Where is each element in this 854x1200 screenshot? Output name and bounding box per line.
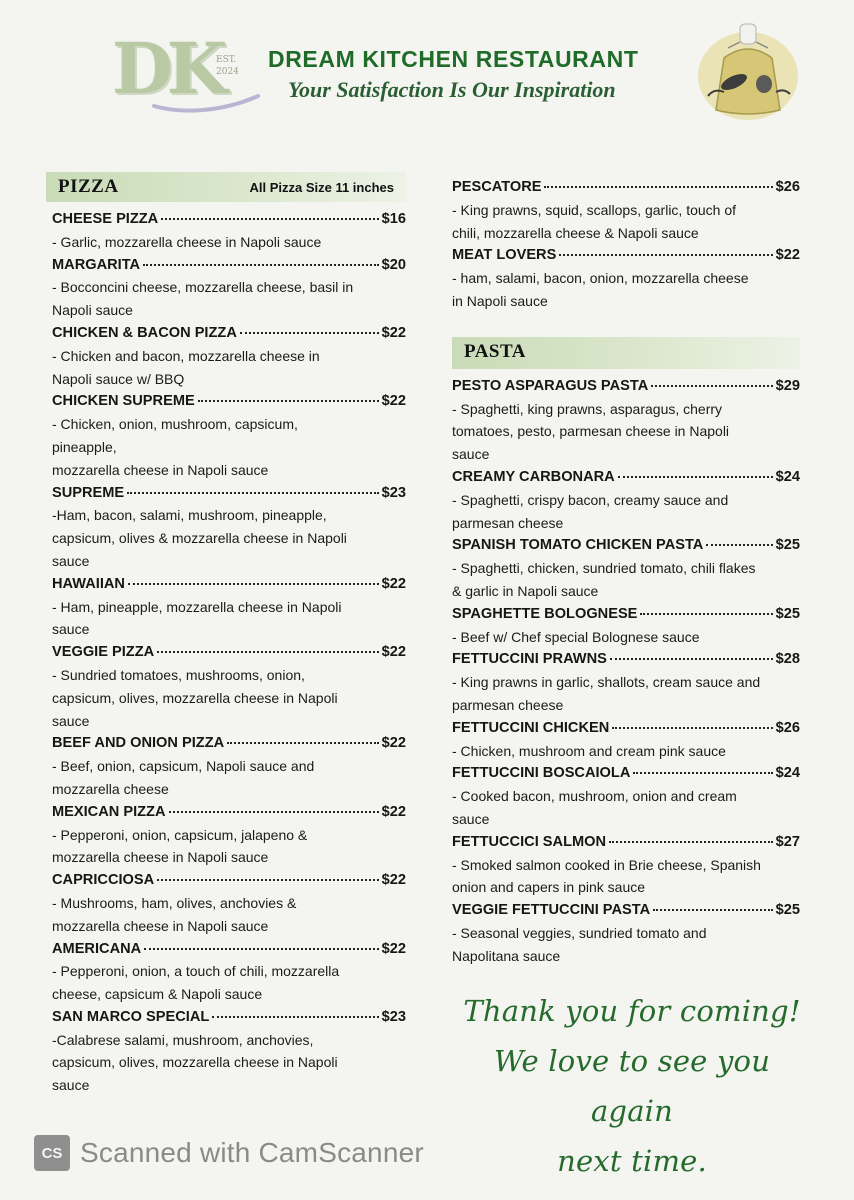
logo-swoosh-icon (152, 92, 260, 114)
menu-item-row (46, 482, 406, 505)
menu-item-row (452, 762, 800, 785)
menu-item-row (46, 322, 406, 345)
pizza-size-note: All Pizza Size 11 inches (249, 180, 394, 195)
menu-item-description: mozzarella cheese (52, 780, 169, 797)
menu-item-description: - Mushrooms, ham, olives, anchovies & (52, 894, 297, 911)
menu-item-row (46, 732, 406, 755)
menu-item-name: BEEF AND ONION PIZZA (52, 735, 225, 752)
dot-leader (212, 1016, 378, 1018)
menu-item-description: sauce (52, 1077, 90, 1094)
menu-item-price: $23 (381, 1008, 406, 1025)
menu-item-price: $22 (381, 803, 406, 820)
menu-item-row (46, 1006, 406, 1029)
closing-line-2: We love to see you again (493, 1044, 771, 1128)
menu-item-name: CHICKEN SUPREME (52, 393, 195, 410)
menu-item-description: - Cooked bacon, mushroom, onion and cream (452, 788, 737, 805)
menu-item-description: - Chicken, mushroom and cream pink sauce (452, 742, 726, 759)
menu-item-price: $22 (381, 735, 406, 752)
menu-item-price: $22 (381, 644, 406, 661)
restaurant-logo (112, 26, 262, 116)
dot-leader (161, 218, 378, 220)
menu-item-price: $20 (381, 256, 406, 273)
menu-item-description: - Beef w/ Chef special Bolognese sauce (452, 628, 700, 645)
menu-item-price: $22 (381, 575, 406, 592)
menu-item-description: onion and capers in pink sauce (452, 879, 646, 896)
camscanner-logo-icon: CS (34, 1135, 70, 1171)
pizza-continued-list (452, 176, 800, 313)
menu-item (46, 573, 406, 641)
menu-item-price: $24 (775, 468, 800, 485)
menu-item (46, 1006, 406, 1097)
menu-item-name: CAPRICCIOSA (52, 872, 155, 889)
camscanner-watermark (34, 1133, 424, 1173)
menu-item (452, 375, 800, 466)
menu-item-description: capsicum, olives, mozzarella cheese in Napoli (52, 1054, 338, 1071)
menu-item (46, 938, 406, 1006)
dot-leader (157, 879, 378, 881)
menu-item-name: SPANISH TOMATO CHICKEN PASTA (452, 537, 704, 554)
menu-item-row (46, 869, 406, 892)
menu-item-description: - Chicken and bacon, mozzarella cheese in (52, 347, 320, 364)
menu-item-description: -Calabrese salami, mushroom, anchovies, (52, 1031, 314, 1048)
dot-leader (169, 811, 379, 813)
menu-item-description: mozzarella cheese in Napoli sauce (52, 849, 269, 866)
menu-item-row (46, 938, 406, 961)
menu-item-description: - ham, salami, bacon, onion, mozzarella cheese (452, 270, 749, 287)
pizza-item-list (46, 208, 406, 1097)
menu-item-description: mozzarella cheese in Napoli sauce (52, 461, 269, 478)
pasta-item-list (452, 375, 800, 968)
menu-item-description: pineapple, (52, 438, 117, 455)
menu-item-description: capsicum, olives & mozzarella cheese in Napoli (52, 530, 347, 547)
menu-item-price: $22 (381, 324, 406, 341)
dot-leader (143, 264, 379, 266)
pasta-section-title: PASTA (464, 340, 526, 362)
menu-item-name: MEXICAN PIZZA (52, 803, 166, 820)
dot-leader (227, 742, 378, 744)
menu-item-description: Napoli sauce w/ BBQ (52, 370, 185, 387)
menu-item-description: tomatoes, pesto, parmesan cheese in Napoli (452, 423, 730, 440)
menu-item-name: CREAMY CARBONARA (452, 468, 615, 485)
menu-item-description: - Bocconcini cheese, mozzarella cheese, basil in (52, 279, 354, 296)
menu-item-description: mozzarella cheese in Napoli sauce (52, 917, 269, 934)
menu-item-name: FETTUCCINI CHICKEN (452, 719, 610, 736)
menu-item (452, 603, 800, 649)
menu-item-row (452, 603, 800, 626)
menu-item-name: SPAGHETTE BOLOGNESE (452, 605, 638, 622)
menu-item (452, 244, 800, 312)
dot-leader (544, 186, 772, 188)
menu-item-description: - Ham, pineapple, mozzarella cheese in Napoli (52, 598, 342, 615)
menu-item (46, 208, 406, 254)
menu-item-description: capsicum, olives, mozzarella cheese in Napoli (52, 689, 338, 706)
menu-item (46, 732, 406, 800)
menu-item-description: parmesan cheese (452, 514, 564, 531)
menu-item-description: - Spaghetti, crispy bacon, creamy sauce and (452, 491, 729, 508)
menu-item-row (452, 831, 800, 854)
menu-item-description: Napolitana sauce (452, 947, 561, 964)
menu-item-row (452, 244, 800, 267)
menu-item (452, 534, 800, 602)
menu-item-row (452, 375, 800, 398)
menu-item (452, 831, 800, 899)
menu-item-description: - King prawns in garlic, shallots, cream sauce and (452, 674, 761, 691)
dot-leader (610, 658, 773, 660)
menu-item-description: sauce (52, 621, 90, 638)
menu-item-description: Napoli sauce (52, 302, 133, 319)
menu-item (452, 176, 800, 244)
logo-monogram: DK (112, 27, 222, 110)
menu-item-row (452, 648, 800, 671)
closing-message (462, 986, 802, 1186)
dot-leader (198, 400, 379, 402)
menu-item (452, 466, 800, 534)
menu-item-name: PESTO ASPARAGUS PASTA (452, 377, 649, 394)
menu-item-price: $26 (775, 719, 800, 736)
menu-item-row (46, 573, 406, 596)
menu-item (46, 641, 406, 732)
menu-item-price: $27 (775, 833, 800, 850)
menu-item-row (46, 208, 406, 231)
right-column (452, 176, 800, 968)
menu-item-row (46, 641, 406, 664)
menu-item-description: - Pepperoni, onion, capsicum, jalapeno & (52, 826, 308, 843)
menu-item-name: CHICKEN & BACON PIZZA (52, 324, 237, 341)
menu-item-price: $22 (381, 872, 406, 889)
menu-item-name: VEGGIE PIZZA (52, 644, 155, 661)
menu-item-price: $29 (775, 377, 800, 394)
chef-apron-emblem-icon (694, 18, 802, 124)
dot-leader (706, 544, 772, 546)
dot-leader (651, 385, 772, 387)
dot-leader (240, 332, 379, 334)
dot-leader (640, 613, 772, 615)
menu-item-row (46, 801, 406, 824)
camscanner-text: Scanned with CamScanner (80, 1137, 424, 1168)
dot-leader (612, 727, 772, 729)
menu-item-description: - Smoked salmon cooked in Brie cheese, Spanish (452, 856, 761, 873)
dot-leader (144, 948, 378, 950)
menu-item-name: HAWAIIAN (52, 575, 125, 592)
menu-item-price: $22 (381, 940, 406, 957)
menu-item (46, 390, 406, 481)
menu-item-row (452, 534, 800, 557)
menu-item-description: - Garlic, mozzarella cheese in Napoli sauce (52, 233, 322, 250)
menu-item (452, 648, 800, 716)
menu-item-name: PESCATORE (452, 179, 542, 195)
pizza-section (46, 172, 406, 1097)
dot-leader (559, 254, 772, 256)
menu-item-description: cheese, capsicum & Napoli sauce (52, 986, 263, 1003)
menu-item-price: $26 (775, 179, 800, 195)
menu-item-price: $28 (775, 651, 800, 668)
menu-item (46, 254, 406, 322)
menu-item (46, 482, 406, 573)
menu-item (46, 869, 406, 937)
menu-item-description: - Pepperoni, onion, a touch of chili, mozzarella (52, 963, 340, 980)
dot-leader (633, 772, 772, 774)
menu-item-description: sauce (52, 552, 90, 569)
menu-item-row (452, 717, 800, 740)
menu-item-name: CHEESE PIZZA (52, 211, 159, 227)
menu-item-price: $22 (775, 247, 800, 264)
menu-item-description: & garlic in Napoli sauce (452, 582, 599, 599)
menu-item (452, 717, 800, 763)
menu-item-description: - Seasonal veggies, sundried tomato and (452, 924, 707, 941)
restaurant-name: DREAM KITCHEN RESTAURANT (268, 46, 639, 72)
menu-item-row (452, 176, 800, 199)
menu-item-row (46, 254, 406, 277)
pasta-section-header (452, 337, 800, 369)
menu-item-price: $16 (381, 211, 406, 227)
menu-item-name: VEGGIE FETTUCCINI PASTA (452, 902, 651, 919)
menu-item-price: $25 (775, 605, 800, 622)
menu-item-name: SAN MARCO SPECIAL (52, 1008, 210, 1025)
menu-item-name: AMERICANA (52, 940, 142, 957)
menu-item-price: $25 (775, 902, 800, 919)
menu-item-description: - Sundried tomatoes, mushrooms, onion, (52, 666, 305, 683)
dot-leader (128, 583, 379, 585)
menu-item-name: FETTUCCINI BOSCAIOLA (452, 765, 631, 782)
dot-leader (653, 909, 773, 911)
menu-item (452, 762, 800, 830)
menu-item-name: MEAT LOVERS (452, 247, 557, 264)
menu-item-price: $24 (775, 765, 800, 782)
menu-item-name: FETTUCCINI PRAWNS (452, 651, 607, 668)
menu-item-description: - Beef, onion, capsicum, Napoli sauce and (52, 758, 315, 775)
menu-item (46, 801, 406, 869)
menu-item-description: - Spaghetti, king prawns, asparagus, cherry (452, 400, 723, 417)
menu-item-description: - Spaghetti, chicken, sundried tomato, chili flakes (452, 560, 756, 577)
closing-line-1: Thank you for coming! (463, 994, 801, 1028)
dot-leader (609, 841, 773, 843)
logo-established: EST. 2024 (216, 55, 239, 77)
menu-item-description: -Ham, bacon, salami, mushroom, pineapple, (52, 507, 327, 524)
menu-item-description: chili, mozzarella cheese & Napoli sauce (452, 224, 699, 241)
menu-item-description: parmesan cheese (452, 696, 564, 713)
menu-item-description: - Chicken, onion, mushroom, capsicum, (52, 416, 298, 433)
menu-item-description: - King prawns, squid, scallops, garlic, touch of (452, 201, 737, 218)
menu-item-row (452, 466, 800, 489)
menu-item-price: $25 (775, 537, 800, 554)
pizza-section-header (46, 172, 406, 202)
menu-item-name: MARGARITA (52, 256, 141, 273)
menu-item (452, 899, 800, 967)
menu-item-row (46, 390, 406, 413)
pizza-section-title: PIZZA (58, 176, 119, 197)
menu-item-row (452, 899, 800, 922)
menu-item-description: sauce (452, 810, 490, 827)
dot-leader (127, 492, 378, 494)
menu-item-price: $23 (381, 484, 406, 501)
dot-leader (618, 476, 773, 478)
menu-item-name: FETTUCCICI SALMON (452, 833, 607, 850)
menu-item-price: $22 (381, 393, 406, 410)
menu-item (46, 322, 406, 390)
menu-item-description: in Napoli sauce (452, 292, 548, 309)
menu-item-description: sauce (52, 712, 90, 729)
menu-item-description: sauce (452, 446, 490, 463)
dot-leader (157, 651, 378, 653)
restaurant-tagline: Your Satisfaction Is Our Inspiration (288, 77, 616, 102)
closing-line-3: next time. (557, 1144, 707, 1178)
menu-item-name: SUPREME (52, 484, 125, 501)
